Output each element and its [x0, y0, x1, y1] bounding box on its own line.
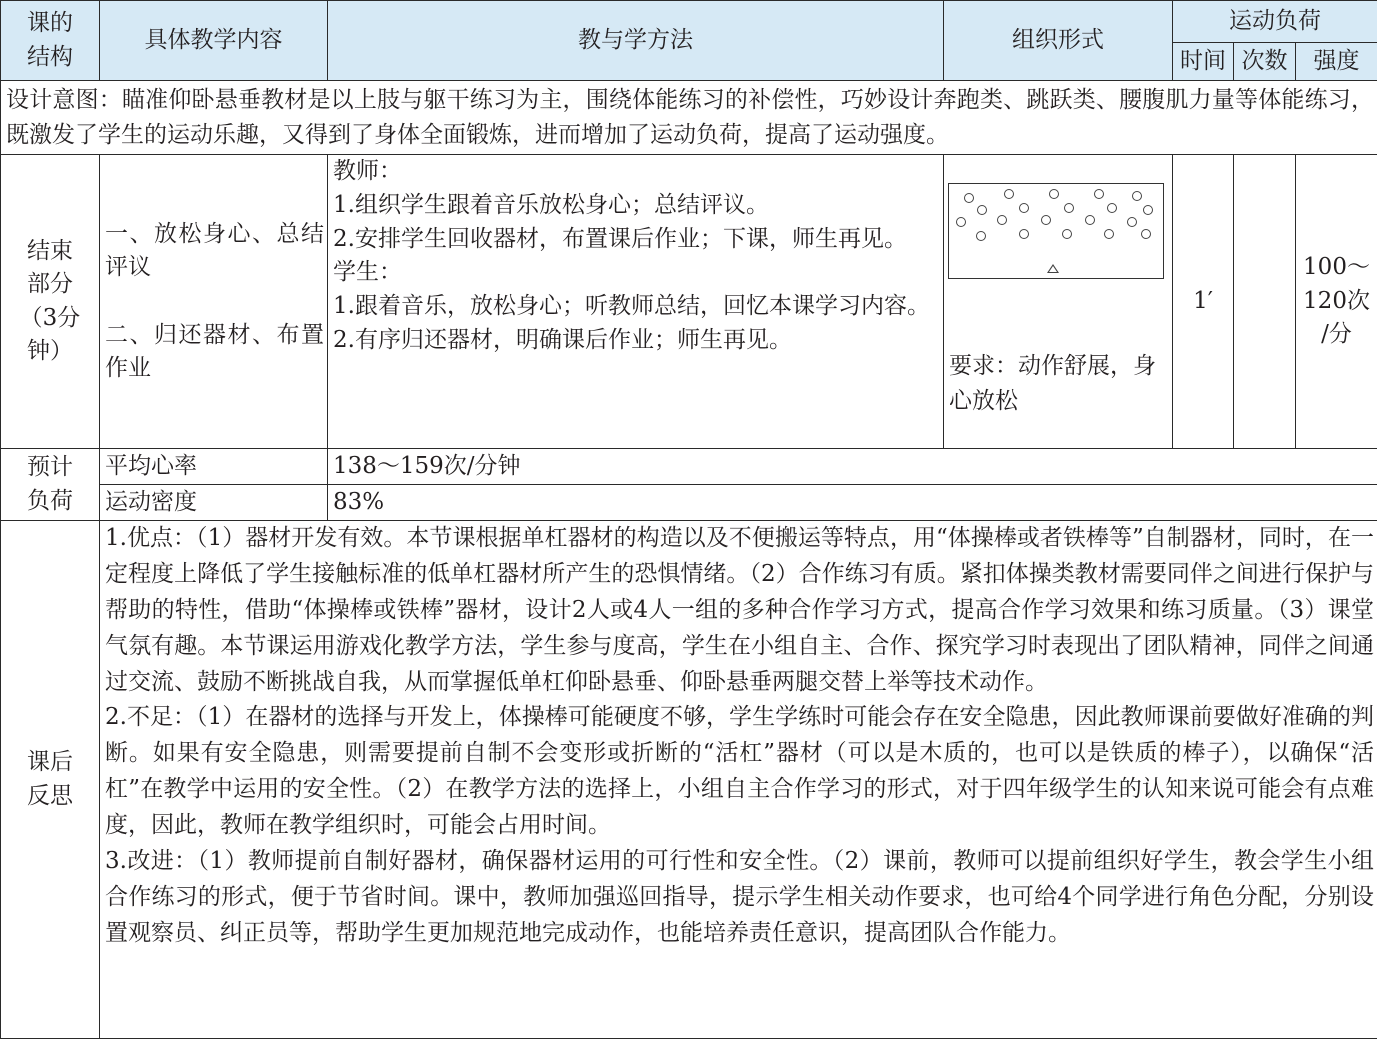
- ending-count: [1234, 155, 1296, 449]
- density-label: 运动密度: [100, 485, 328, 521]
- design-intent: 设计意图：瞄准仰卧悬垂教材是以上肢与躯干练习为主，围绕体能练习的补偿性，巧妙设计奔跑类、跳跃类、腰腹肌力量等体能练习，既激发了学生的运动乐趣，又得到了身体全面锻炼，进而增加了运动负荷，提高了运动强度。: [1, 81, 1377, 155]
- ending-time: 1′: [1173, 155, 1234, 449]
- header-count: 次数: [1234, 43, 1296, 81]
- student-circle-icon: [977, 205, 987, 215]
- student-circle-icon: [1049, 189, 1059, 199]
- student-circle-icon: [1041, 215, 1051, 225]
- requirement-text: 要求：动作舒展，身心放松: [944, 349, 1172, 418]
- header-organization: 组织形式: [944, 1, 1173, 81]
- expected-load-label: 预计 负荷: [1, 449, 100, 521]
- reflection-content: 1.优点：（1）器材开发有效。本节课根据单杠器材的构造以及不便搬运等特点，用“体操棒或者铁棒等”自制器材，同时，在一定程度上降低了学生接触标准的低单杠器材所产生的恐惧情绪。（2）合作练习有质。紧扣体操类教材需要同伴之间进行保护与帮助的特性，借助“体操棒或铁棒”器材，设计2人或4人一组的多种合作学习方式，提高合作学习效果和练习质量。（3）课堂气氛有趣。本节课运用游戏化教学方法，学生参与度高，学生在小组自主、合作、探究学习时表现出了团队精神，同伴之间通过交流、鼓励不断挑战自我，从而掌握低单杠仰卧悬垂、仰卧悬垂两腿交替上举等技术动作。 2.不足：（1）在器材的选择与开发上，体操棒可能硬度不够，学生学练时可能会存在安全隐患，因此教师课前要做好准确的判断。如果有安全隐患，则需要提前自制不会变形或折断的“活杠”器材（可以是木质的，也可以是铁质的棒子），以确保“活杠”在教学中运用的安全性。（2）在教学方法的选择上，小组自主合作学习的形式，对于四年级学生的认知来说可能会有点难度，因此，教师在教学组织时，可能会占用时间。 3.改进：（1）教师提前自制好器材，确保器材运用的可行性和安全性。（2）课前，教师可以提前组织好学生，教会学生小组合作练习的形式，便于节省时间。课中，教师加强巡回指导，提示学生相关动作要求，也可给4个同学进行角色分配，分别设置观察员、纠正员等，帮助学生更加规范地完成动作，也能培养责任意识，提高团队合作能力。: [100, 521, 1377, 1039]
- reflection-label: 课后 反思: [1, 521, 100, 1039]
- student-circle-icon: [1019, 203, 1029, 213]
- formation-diagram: [948, 183, 1164, 279]
- heart-rate-value: 138～159次/分钟: [328, 449, 1377, 485]
- ending-content: 一、放松身心、总结评议 二、归还器材、布置作业: [100, 155, 328, 449]
- student-circle-icon: [1107, 203, 1117, 213]
- header-method: 教与学方法: [328, 1, 944, 81]
- density-value: 83%: [328, 485, 1377, 521]
- teacher-triangle-icon: [1047, 264, 1059, 273]
- ending-method: 教师： 1.组织学生跟着音乐放松身心；总结评议。 2.安排学生回收器材，布置课后作业；下课，师生再见。 学生： 1.跟着音乐，放松身心；听教师总结，回忆本课学习内容。 2.有序归还器材，明确课后作业；师生再见。: [328, 155, 944, 449]
- header-time: 时间: [1173, 43, 1234, 81]
- student-circle-icon: [1132, 191, 1142, 201]
- student-circle-icon: [976, 231, 986, 241]
- student-circle-icon: [1019, 229, 1029, 239]
- header-content: 具体教学内容: [100, 1, 328, 81]
- student-circle-icon: [1104, 229, 1114, 239]
- ending-organization: [944, 155, 1173, 449]
- student-circle-icon: [1085, 215, 1095, 225]
- ending-intensity: 100～ 120次 /分: [1296, 155, 1377, 449]
- student-circle-icon: [1127, 217, 1137, 227]
- student-circle-icon: [1141, 229, 1151, 239]
- student-circle-icon: [1062, 229, 1072, 239]
- student-circle-icon: [1094, 189, 1104, 199]
- header-structure: 课的 结构: [1, 1, 100, 81]
- student-circle-icon: [1143, 205, 1153, 215]
- header-intensity: 强度: [1296, 43, 1377, 81]
- student-circle-icon: [964, 193, 974, 203]
- student-circle-icon: [956, 217, 966, 227]
- student-circle-icon: [1064, 203, 1074, 213]
- student-circle-icon: [1004, 189, 1014, 199]
- ending-section-label: 结束 部分 （3分 钟）: [1, 155, 100, 449]
- heart-rate-label: 平均心率: [100, 449, 328, 485]
- header-load: 运动负荷: [1173, 1, 1377, 43]
- student-circle-icon: [997, 215, 1007, 225]
